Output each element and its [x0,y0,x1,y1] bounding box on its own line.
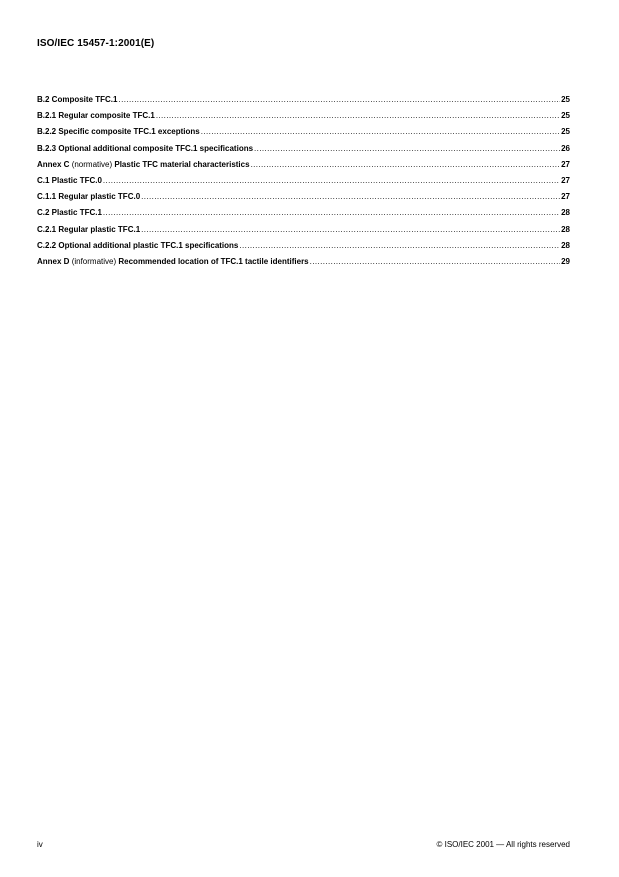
toc-entry-title: B.2.3 Optional additional composite TFC.1 specifications [37,143,254,153]
toc-page-number: 25 [561,127,570,137]
toc-dot-leader [310,257,560,266]
page-number-footer: iv [37,840,43,849]
toc-entry[interactable] [37,144,570,160]
toc-entry[interactable] [37,95,570,111]
toc-dot-leader [118,95,560,104]
toc-entry[interactable] [37,241,570,257]
annex-type-note: (informative) [71,256,117,266]
toc-entry[interactable] [37,160,570,176]
toc-dot-leader [239,241,560,250]
toc-dot-leader [254,144,560,153]
toc-dot-leader [103,208,560,217]
annex-label: Annex D [37,256,70,266]
toc-entry-title: C.2 Plastic TFC.1 [37,208,102,218]
toc-page-number: 26 [561,143,570,153]
toc-entry[interactable] [37,208,570,224]
toc-entry-title: C.1.1 Regular plastic TFC.0 [37,192,141,202]
toc-entry-title: B.2.1 Regular composite TFC.1 [37,111,155,121]
toc-dot-leader [201,127,560,136]
toc-dot-leader [141,192,560,201]
toc-entry-title: B.2.2 Specific composite TFC.1 exceptions [37,127,200,137]
document-header: ISO/IEC 15457-1:2001(E) [37,38,155,49]
toc-page-number: 27 [561,192,570,202]
toc-page-number: 29 [561,256,570,266]
toc-entry[interactable] [37,257,570,273]
toc-dot-leader [156,111,560,120]
toc-entry[interactable] [37,225,570,241]
toc-entry[interactable] [37,176,570,192]
toc-entry-title [37,257,309,266]
annex-title: Plastic TFC material characteristics [114,159,250,169]
toc-dot-leader [103,176,560,185]
toc-page-number: 25 [561,111,570,121]
annex-label: Annex C [37,159,70,169]
toc-entry-title: C.1 Plastic TFC.0 [37,175,102,185]
toc-entry[interactable] [37,127,570,143]
toc-entry[interactable] [37,111,570,127]
toc-entry-title: C.2.1 Regular plastic TFC.1 [37,224,141,234]
toc-page-number: 28 [561,240,570,250]
toc-page-number: 27 [561,175,570,185]
annex-type-note: (normative) [71,159,113,169]
annex-title: Recommended location of TFC.1 tactile identifiers [118,256,309,266]
table-of-contents [37,95,570,273]
toc-dot-leader [141,225,560,234]
toc-page-number: 25 [561,95,570,104]
toc-entry-title: C.2.2 Optional additional plastic TFC.1 specifications [37,240,239,250]
toc-entry[interactable] [37,192,570,208]
toc-entry-title: B.2 Composite TFC.1 [37,95,118,104]
toc-dot-leader [251,160,560,169]
toc-page-number: 27 [561,159,570,169]
toc-page-number: 28 [561,224,570,234]
copyright-footer: © ISO/IEC 2001 — All rights reserved [436,840,570,849]
toc-page-number: 28 [561,208,570,218]
toc-entry-title [37,160,250,169]
